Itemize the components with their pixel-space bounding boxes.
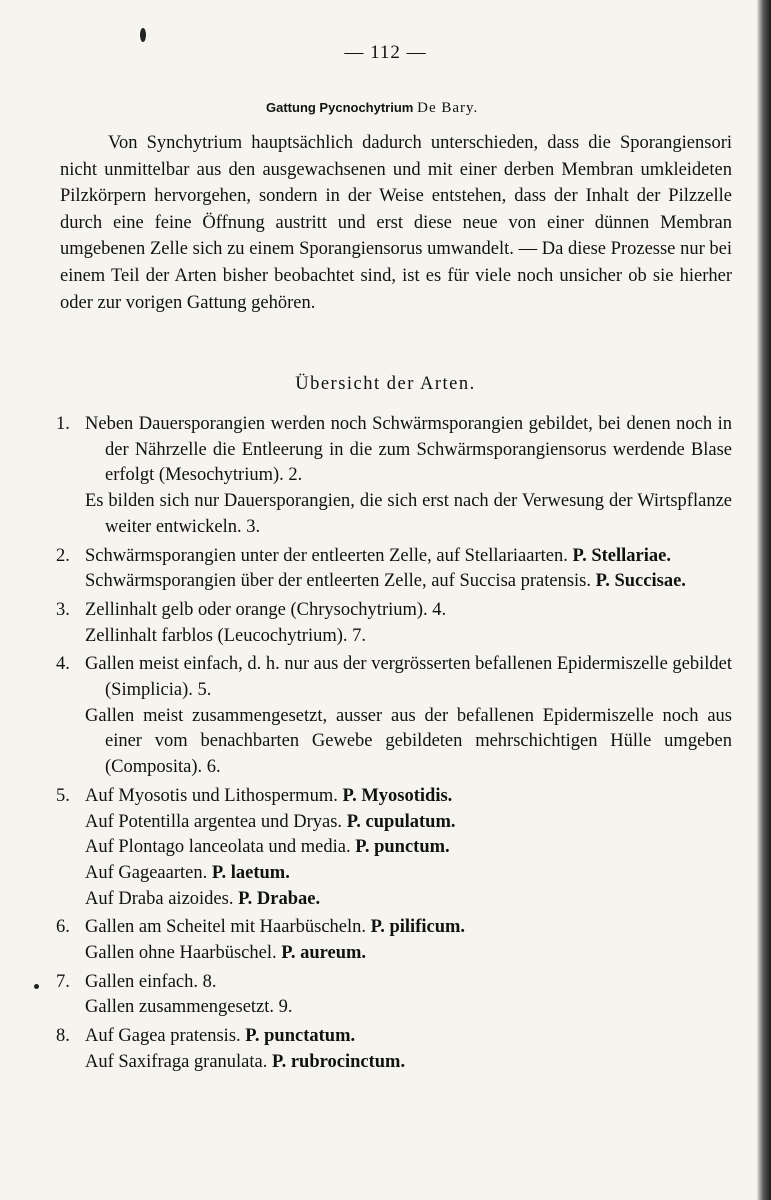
key-lead: [56, 915, 732, 941]
key-couplet: [56, 1024, 732, 1075]
species-name: P. punctum.: [355, 837, 450, 858]
species-key: [56, 412, 732, 1079]
key-couplet: [56, 784, 732, 913]
lead-text: Auf Gagea pratensis.: [85, 1026, 241, 1047]
key-lead: [56, 835, 732, 861]
key-lead: [56, 970, 732, 996]
species-name: P. rubrocinctum.: [271, 1051, 406, 1072]
intro-paragraph: Von Synchytrium hauptsächlich dadurch unterschieden, dass die Sporangiensori nicht unmittelbar aus den ausgewachsenen und mit einer derben Membran umkleideten Pilzkörpern hervorgehen, sondern in der Weise entstehen, dass der Inhalt der Pilzzelle durch eine feine Öffnung austritt und erst diese neue von einer dünnen Membran umgebenen Zelle sich zu einem Sporangiensorus umwandelt. — Da diese Prozesse nur bei einem Teil der Arten bisher beobachtet sind, ist es für viele noch unsicher ob sie hierher oder zur vorigen Gattung gehören.: [60, 133, 732, 313]
key-couplet: [56, 598, 732, 649]
key-lead: [56, 784, 732, 810]
couplet-number: 2.: [56, 545, 70, 566]
lead-text: Neben Dauersporangien werden noch Schwärmsporangien gebildet, bei denen noch in der Nährzelle die Entleerung in die zum Schwärmsporangiensorus werdende Blase erfolgt (Mesochytrium). 2.: [85, 414, 732, 486]
lead-text: Auf Potentilla argentea und Dryas.: [85, 811, 343, 832]
section-subtitle: Übersicht der Arten.: [295, 374, 476, 394]
genus-name: Gattung Pycnochytrium: [266, 100, 414, 115]
lead-text: Schwärmsporangien über der entleerten Zelle, auf Succisa pratensis.: [85, 571, 591, 592]
species-name: P. laetum.: [211, 862, 290, 883]
species-name: P. Stellariae.: [572, 545, 671, 566]
key-lead: [56, 861, 732, 887]
key-lead: [56, 810, 732, 836]
key-lead: [56, 887, 732, 913]
key-couplet: [56, 915, 732, 966]
couplet-number: 5.: [56, 785, 70, 806]
key-couplet: [56, 970, 732, 1021]
couplet-number: 4.: [56, 654, 70, 675]
lead-text: Schwärmsporangien unter der entleerten Zelle, auf Stellariaarten.: [85, 545, 568, 566]
species-name: P. punctatum.: [245, 1026, 356, 1047]
species-name: P. Myosotidis.: [342, 785, 453, 806]
key-lead: [56, 704, 732, 781]
lead-text: Auf Draba aizoides.: [85, 888, 234, 909]
genus-author: De Bary.: [417, 100, 479, 116]
key-couplet: [56, 544, 732, 595]
key-lead: [56, 569, 732, 595]
key-lead: [56, 1024, 732, 1050]
lead-text: Gallen ohne Haarbüschel.: [85, 943, 277, 964]
key-lead: [56, 652, 732, 703]
key-lead: [56, 544, 732, 570]
lead-text: Gallen am Scheitel mit Haarbüscheln.: [85, 917, 367, 938]
key-lead: [56, 598, 732, 624]
key-couplet: [56, 412, 732, 541]
key-lead: [56, 489, 732, 540]
key-lead: [56, 941, 732, 967]
page-edge-shadow: [757, 0, 771, 1200]
lead-text: Gallen zusammengesetzt. 9.: [85, 997, 293, 1018]
lead-text: Gallen meist zusammengesetzt, ausser aus der befallenen Epidermiszelle noch aus einer vom benachbarten Gewebe gebildeten mehrschichtigen Hülle umgeben (Composita). 6.: [85, 705, 732, 778]
ink-speck: [140, 28, 146, 42]
couplet-number: 3.: [56, 599, 70, 620]
key-lead: [56, 412, 732, 489]
lead-text: Gallen meist einfach, d. h. nur aus der vergrösserten befallenen Epidermiszelle gebildet (Simplicia). 5.: [85, 654, 732, 701]
page-number: — 112 —: [344, 42, 427, 63]
lead-text: Zellinhalt farblos (Leucochytrium). 7.: [85, 625, 367, 646]
lead-text: Auf Myosotis und Lithospermum.: [85, 785, 338, 806]
lead-text: Gallen einfach. 8.: [85, 971, 217, 992]
key-lead: [56, 995, 732, 1021]
couplet-number: 1.: [56, 414, 70, 434]
couplet-number: 6.: [56, 917, 70, 938]
key-lead: [56, 1050, 732, 1076]
lead-text: Es bilden sich nur Dauersporangien, die sich erst nach der Verwesung der Wirtspflanze weiter entwickeln. 3.: [85, 491, 732, 537]
couplet-number: 7.: [56, 971, 70, 992]
lead-text: Zellinhalt gelb oder orange (Chrysochytrium). 4.: [85, 599, 447, 620]
lead-text: Auf Plontago lanceolata und media.: [85, 837, 351, 858]
species-name: P. pilificum.: [370, 917, 466, 938]
species-name: P. Succisae.: [595, 571, 686, 592]
genus-heading: [266, 100, 478, 117]
ink-speck: [34, 984, 39, 989]
species-name: P. Drabae.: [238, 888, 321, 909]
species-name: P. cupulatum.: [346, 811, 456, 832]
key-lead: [56, 624, 732, 650]
lead-text: Auf Gageaarten.: [85, 862, 208, 883]
lead-text: Auf Saxifraga granulata.: [85, 1051, 268, 1072]
couplet-number: 8.: [56, 1026, 70, 1047]
key-couplet: [56, 652, 732, 781]
species-name: P. aureum.: [281, 943, 367, 964]
